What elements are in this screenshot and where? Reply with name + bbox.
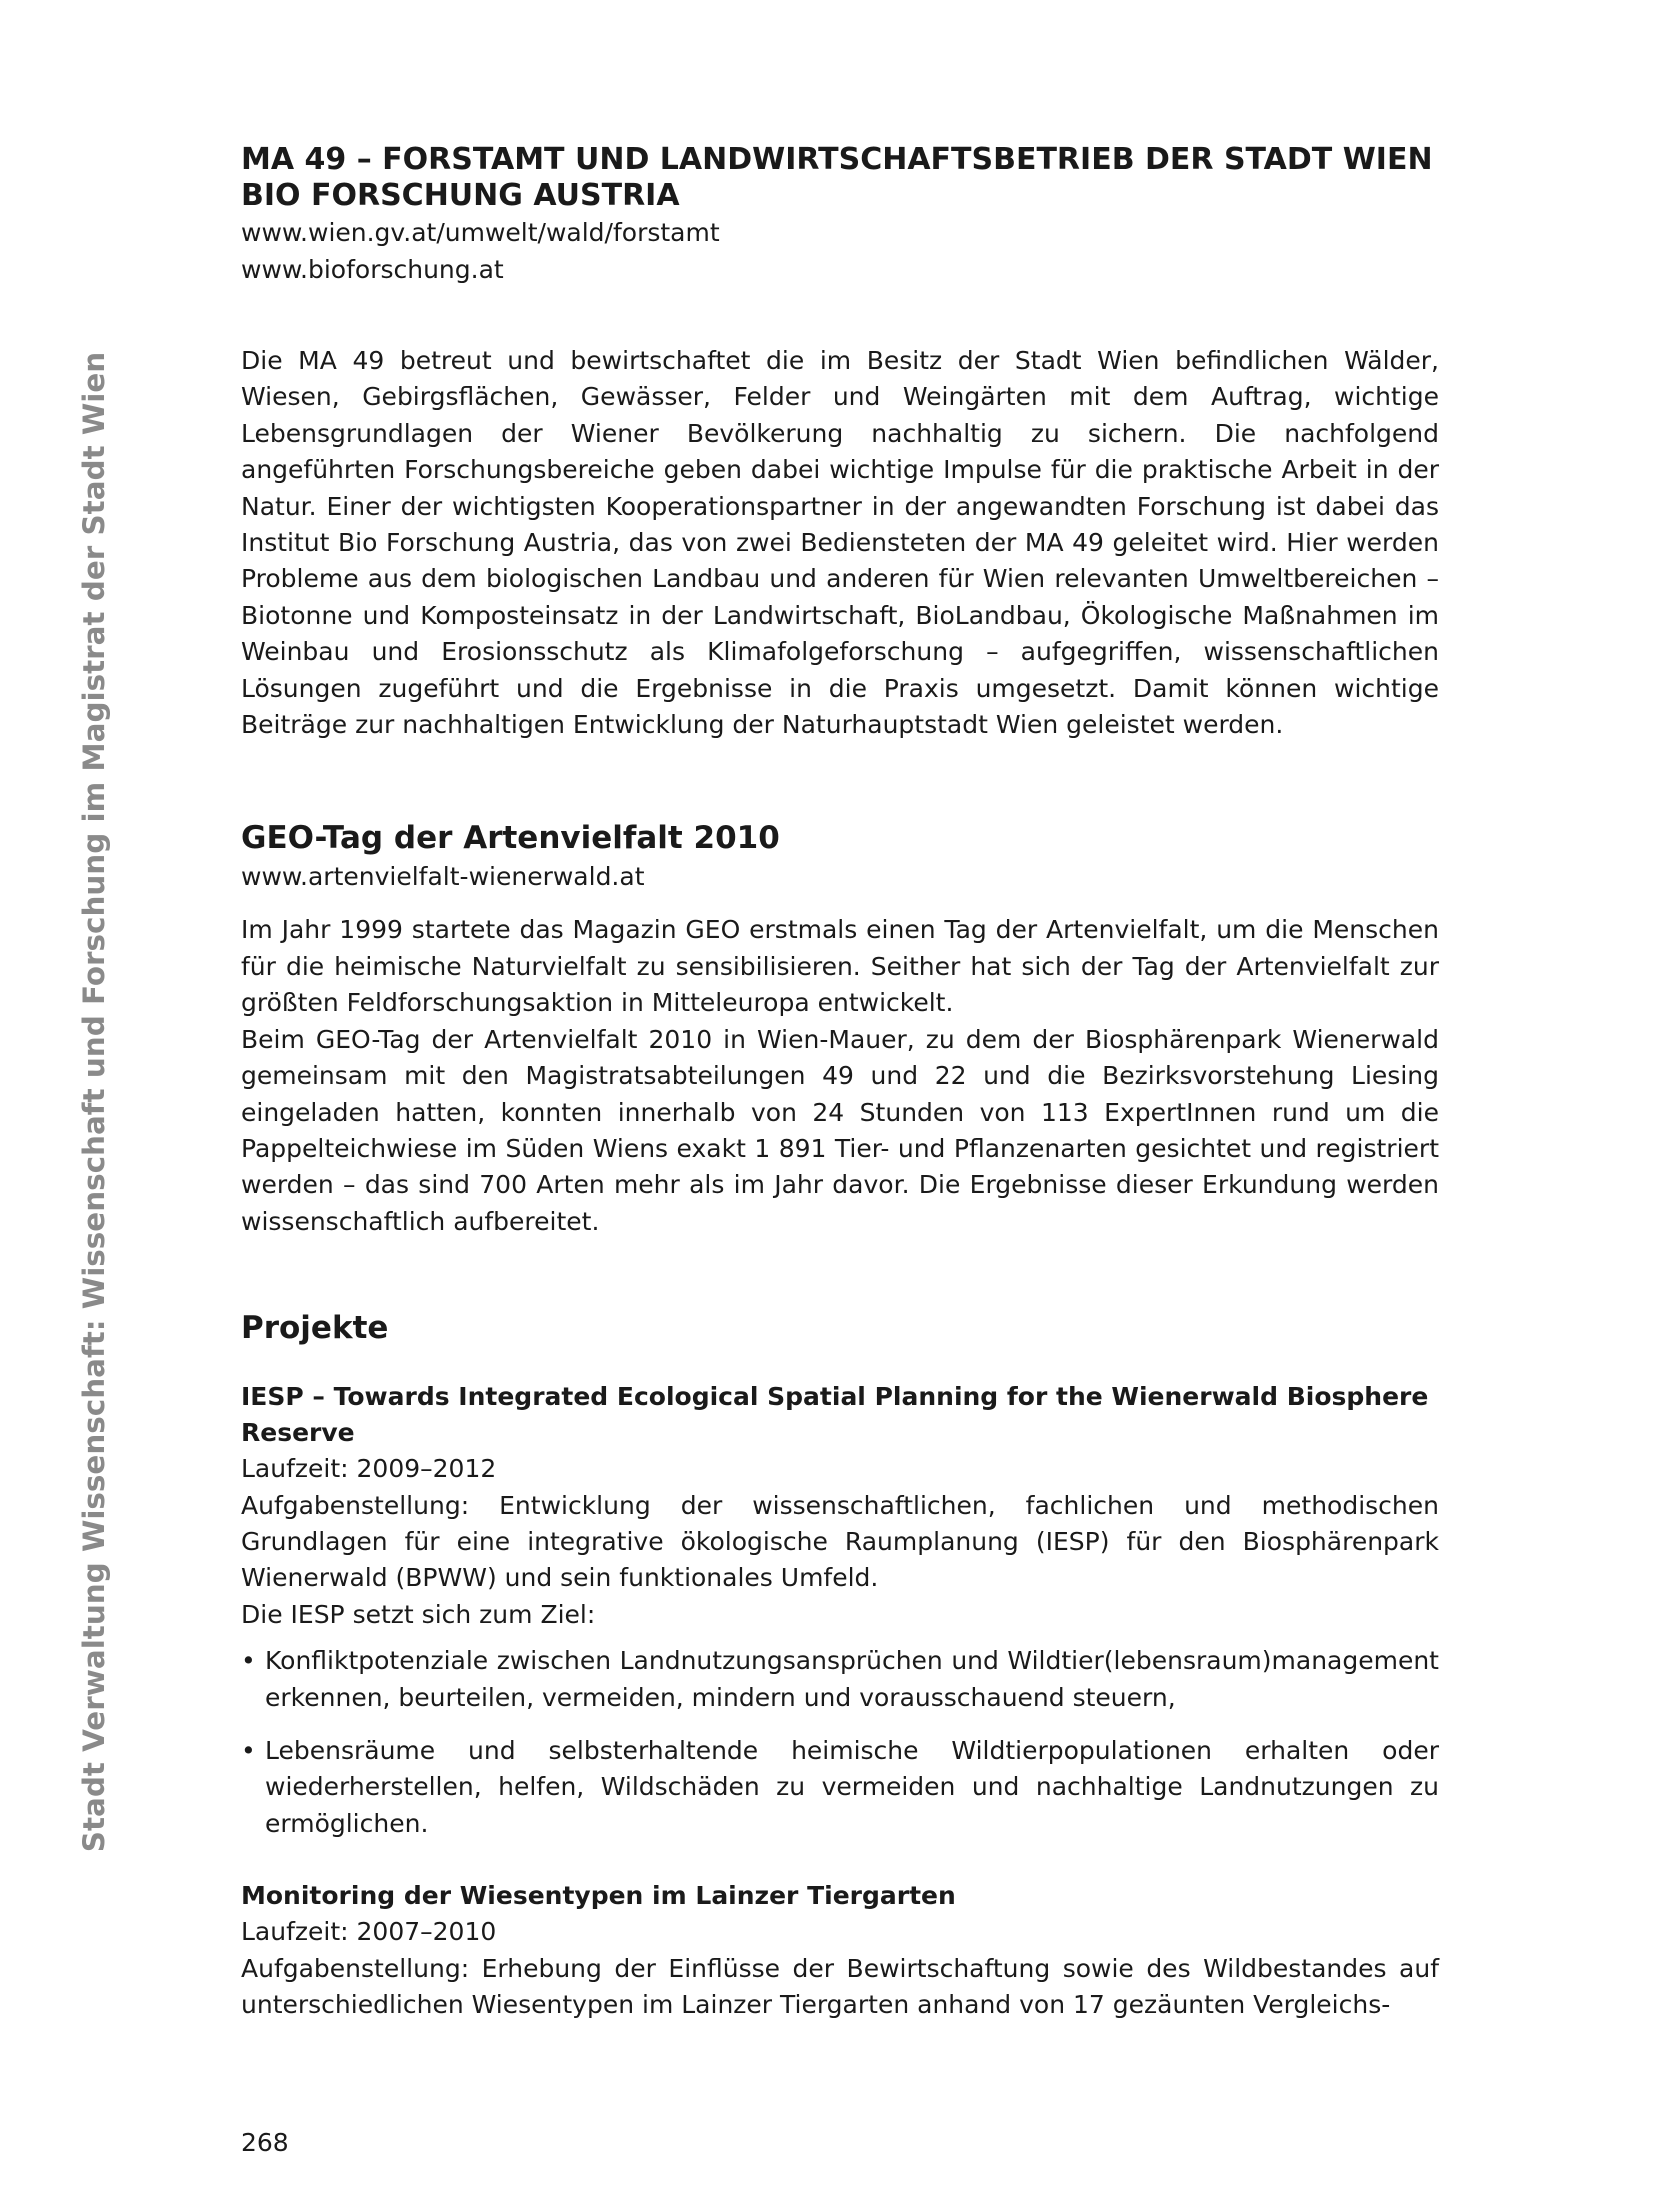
iesp-laufzeit: Laufzeit: 2009–2012 (241, 1454, 497, 1484)
side-running-title: Stadt Verwaltung Wissenschaft: Wissenschaft und Forschung im Magistrat der Stadt Wien (77, 351, 111, 1853)
monitoring-laufzeit: Laufzeit: 2007–2010 (241, 1917, 497, 1947)
list-item-text: Lebensräume und selbsterhaltende heimische Wildtierpopulationen erhalten oder wiederherstellen, helfen, Wildschäden zu vermeiden und nachhaltige Landnutzungen zu ermöglichen. (265, 1735, 1439, 1838)
projekte-heading: Projekte (241, 1310, 389, 1347)
monitoring-aufgabe: Aufgabenstellung: Erhebung der Einflüsse der Bewirtschaftung sowie des Wildbestandes auf unterschiedlichen Wiesentypen im Lainzer Tiergarten anhand von 17 gezäunten Vergleichs- (241, 1953, 1439, 2019)
bullet-icon: • (241, 1735, 256, 1765)
list-item-text: Konfliktpotenziale zwischen Landnutzungsansprüchen und Wildtier(lebensraum)management erkennen, beurteilen, vermeiden, mindern und vorausschauend steuern, (265, 1646, 1439, 1712)
iesp-ziel: Die IESP setzt sich zum Ziel: (241, 1599, 596, 1629)
iesp-title: IESP – Towards Integrated Ecological Spatial Planning for the Wienerwald Biosphere Reserve (241, 1382, 1429, 1448)
list-item (241, 1733, 1439, 1842)
list-item (241, 1643, 1439, 1716)
page-title-line2: BIO FORSCHUNG AUSTRIA (241, 178, 680, 213)
bullet-icon: • (241, 1646, 256, 1676)
iesp-aufgabe: Aufgabenstellung: Entwicklung der wissenschaftlichen, fachlichen und methodischen Grundlagen für eine integrative ökologische Raumplanung (IESP) für den Biosphärenpark Wienerwald (BPWW) und sein funktionales Umfeld. (241, 1490, 1439, 1593)
monitoring-title: Monitoring der Wiesentypen im Lainzer Tiergarten (241, 1881, 956, 1911)
bioforschung-url[interactable]: www.bioforschung.at (241, 255, 504, 284)
geo-paragraph-1: Im Jahr 1999 startete das Magazin GEO erstmals einen Tag der Artenvielfalt, um die Menschen für die heimische Naturvielfalt zu sensibilisieren. Seither hat sich der Tag der Artenvielfalt zur größten Feldforschungsaktion in Mitteleuropa entwickelt. (241, 915, 1439, 1018)
geo-heading: GEO-Tag der Artenvielfalt 2010 (241, 820, 780, 857)
geo-paragraph-2: Beim GEO-Tag der Artenvielfalt 2010 in Wien-Mauer, zu dem der Biosphärenpark Wienerwald gemeinsam mit den Magistratsabteilungen 49 und 22 und die Bezirksvorstehung Liesing eingeladen hatten, konnten innerhalb von 24 Stunden von 113 ExpertInnen rund um die Pappelteichwiese im Süden Wiens exakt 1 891 Tier- und Pflanzenarten gesichtet und registriert werden – das sind 700 Arten mehr als im Jahr davor. Die Ergebnisse dieser Erkundung werden wissenschaftlich aufbereitet. (241, 1024, 1439, 1236)
page-content (241, 142, 1439, 2023)
page-title-line1: MA 49 – FORSTAMT UND LANDWIRTSCHAFTSBETRIEB DER STADT WIEN (241, 142, 1433, 177)
geo-url[interactable]: www.artenvielfalt-wienerwald.at (241, 862, 645, 892)
iesp-goal-list (241, 1643, 1439, 1842)
page-number: 268 (241, 2128, 289, 2157)
intro-paragraph: Die MA 49 betreut und bewirtschaftet die im Besitz der Stadt Wien befindlichen Wälder, Wiesen, Gebirgsflächen, Gewässer, Felder und Weingärten mit dem Auftrag, wichtige Lebensgrundlagen der Wiener Bevölkerung nachhaltig zu sichern. Die nachfolgend angeführten Forschungsbereiche geben dabei wichtige Impulse für die praktische Arbeit in der Natur. Einer der wichtigsten Kooperationspartner in der angewandten Forschung ist dabei das Institut Bio Forschung Austria, das von zwei Bediensteten der MA 49 geleitet wird. Hier werden Probleme aus dem biologischen Landbau und anderen für Wien relevanten Umweltbereichen – Biotonne und Komposteinsatz in der Landwirtschaft, BioLandbau, Ökologische Maßnahmen im Weinbau und Erosionsschutz als Klimafolgeforschung – aufgegriffen, wissenschaftlichen Lösungen zugeführt und die Ergebnisse in die Praxis umgesetzt. Damit können wichtige Beiträge zur nachhaltigen Entwicklung der Naturhauptstadt Wien geleistet werden. (241, 346, 1439, 740)
forstamt-url[interactable]: www.wien.gv.at/umwelt/wald/forstamt (241, 218, 720, 247)
